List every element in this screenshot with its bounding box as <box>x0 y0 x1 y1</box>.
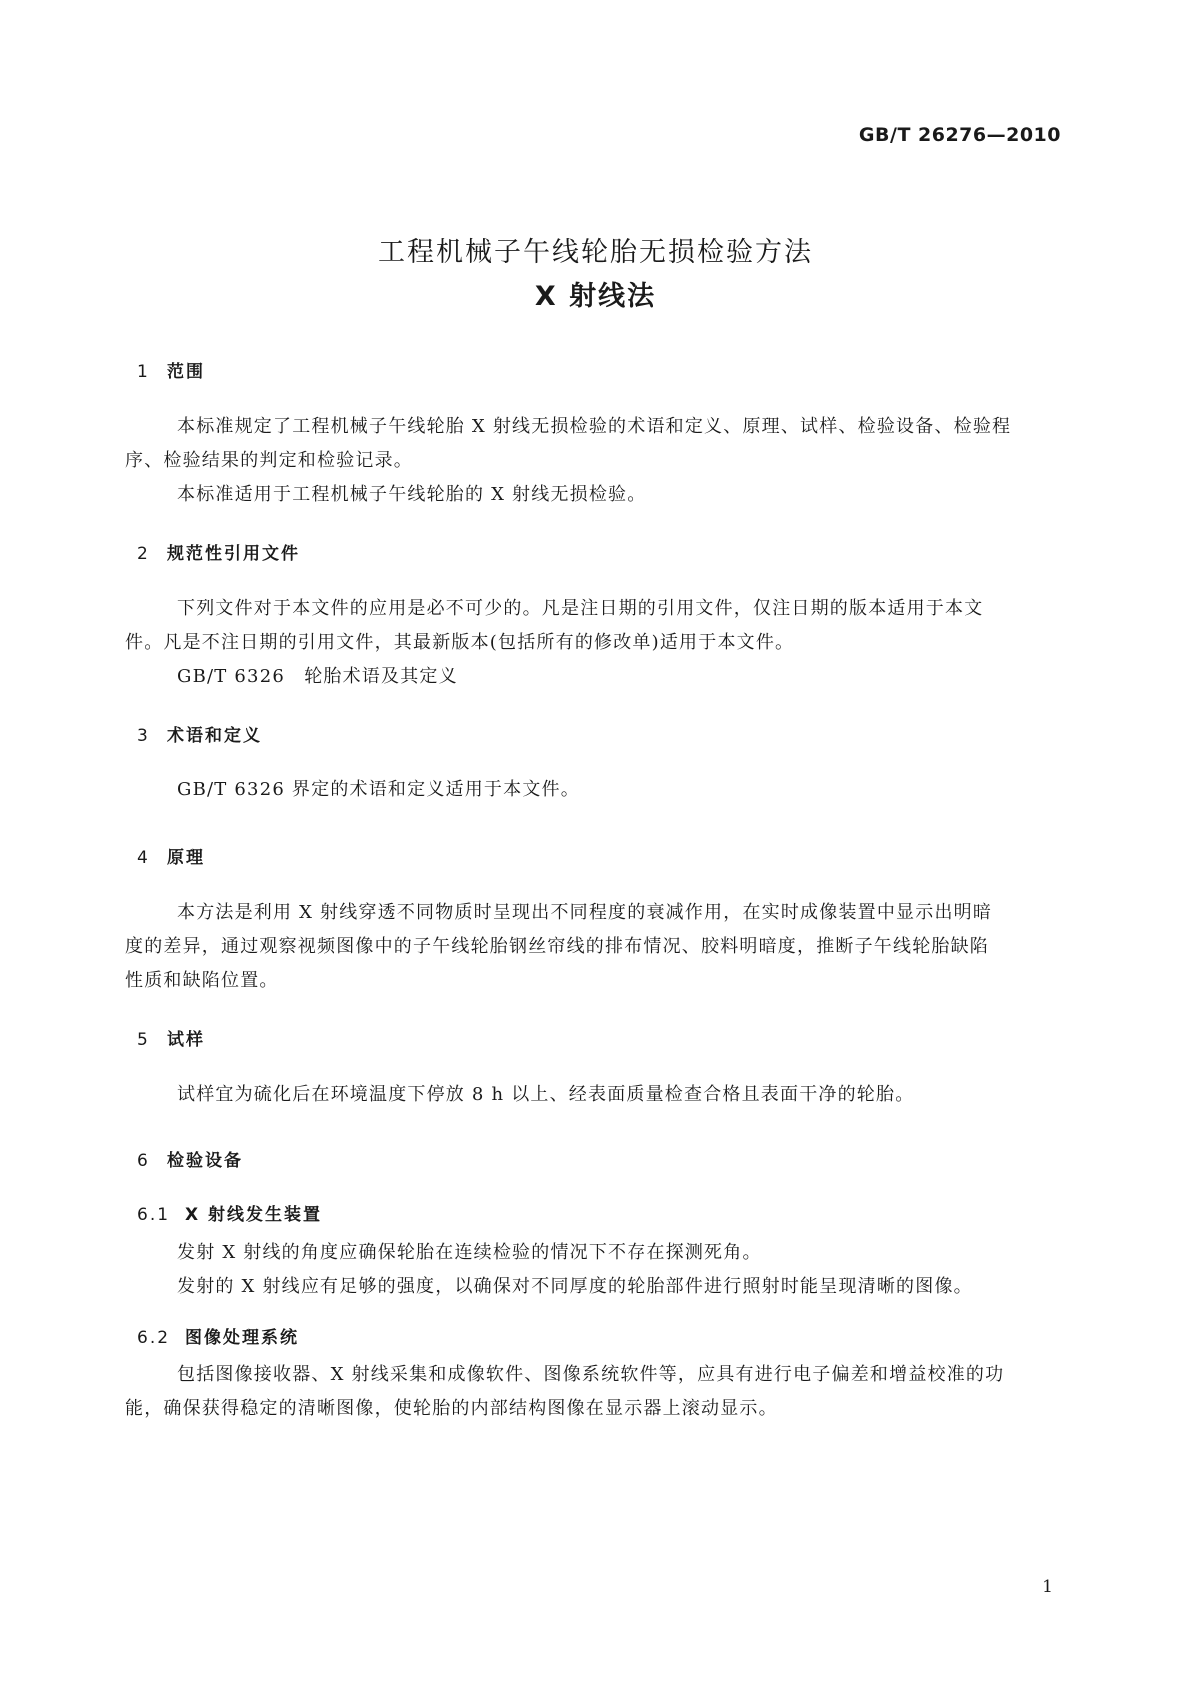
document-subtitle: X 射线法 <box>534 281 657 312</box>
paragraph <box>125 896 1070 998</box>
paragraph-line: 发射 X 射线的角度应确保轮胎在连续检验的情况下不存在探测死角。 <box>177 1242 762 1263</box>
paragraph-line: 本标准适用于工程机械子午线轮胎的 X 射线无损检验。 <box>177 484 647 505</box>
standard-code: GB/T 26276—2010 <box>858 124 1061 146</box>
paragraph <box>125 592 1070 694</box>
section-title: 规范性引用文件 <box>167 544 300 564</box>
subsection-title: 图像处理系统 <box>185 1328 299 1348</box>
paragraph-line: 下列文件对于本文件的应用是必不可少的。凡是注日期的引用文件，仅注日期的版本适用于本文 <box>177 598 984 619</box>
section-number: 4 <box>137 848 150 868</box>
section-heading-1 <box>137 357 205 382</box>
section-number: 5 <box>137 1030 150 1050</box>
section-heading-5 <box>137 1025 205 1050</box>
paragraph <box>125 1358 1070 1426</box>
section-title: 试样 <box>167 1030 205 1050</box>
paragraph <box>125 410 1070 512</box>
paragraph-line: 发射的 X 射线应有足够的强度，以确保对不同厚度的轮胎部件进行照射时能呈现清晰的图像。 <box>177 1276 973 1297</box>
section-title: 范围 <box>167 362 205 382</box>
subsection-title: X 射线发生装置 <box>185 1205 323 1225</box>
paragraph <box>125 773 1070 807</box>
section-heading-3 <box>137 721 262 746</box>
paragraph-line: 本方法是利用 X 射线穿透不同物质时呈现出不同程度的衰减作用，在实时成像装置中显示出明暗 <box>177 902 993 923</box>
paragraph-line: 度的差异，通过观察视频图像中的子午线轮胎钢丝帘线的排布情况、胶料明暗度，推断子午线轮胎缺陷 <box>125 936 989 957</box>
subsection-heading-6-2 <box>137 1323 299 1348</box>
section-heading-4 <box>137 843 205 868</box>
section-heading-6 <box>137 1146 243 1171</box>
paragraph <box>125 1236 1070 1304</box>
normative-reference: GB/T 6326 轮胎术语及其定义 <box>177 666 458 687</box>
section-number: 3 <box>137 726 150 746</box>
paragraph-line: 件。凡是不注日期的引用文件，其最新版本(包括所有的修改单)适用于本文件。 <box>125 632 795 653</box>
section-title: 原理 <box>167 848 205 868</box>
subsection-number: 6.2 <box>137 1328 171 1348</box>
paragraph-line: 性质和缺陷位置。 <box>125 970 279 991</box>
section-number: 6 <box>137 1151 150 1171</box>
section-heading-2 <box>137 539 300 564</box>
paragraph-line: 本标准规定了工程机械子午线轮胎 X 射线无损检验的术语和定义、原理、试样、检验设备、检验程 <box>177 416 1012 437</box>
section-number: 2 <box>137 544 150 564</box>
subsection-number: 6.1 <box>137 1205 171 1225</box>
section-number: 1 <box>137 362 150 382</box>
paragraph-line: GB/T 6326 界定的术语和定义适用于本文件。 <box>177 779 580 800</box>
subsection-heading-6-1 <box>137 1200 322 1225</box>
paragraph-line: 能，确保获得稳定的清晰图像，使轮胎的内部结构图像在显示器上滚动显示。 <box>125 1398 778 1419</box>
section-title: 术语和定义 <box>167 726 262 746</box>
page-number: 1 <box>1042 1577 1053 1597</box>
document-title: 工程机械子午线轮胎无损检验方法 <box>378 237 813 268</box>
section-title: 检验设备 <box>167 1151 243 1171</box>
paragraph-line: 包括图像接收器、X 射线采集和成像软件、图像系统软件等，应具有进行电子偏差和增益校准的功 <box>177 1364 1005 1385</box>
paragraph-line: 序、检验结果的判定和检验记录。 <box>125 450 413 471</box>
paragraph-line: 试样宜为硫化后在环境温度下停放 8 h 以上、经表面质量检查合格且表面干净的轮胎。 <box>177 1084 915 1105</box>
paragraph <box>125 1078 1070 1112</box>
